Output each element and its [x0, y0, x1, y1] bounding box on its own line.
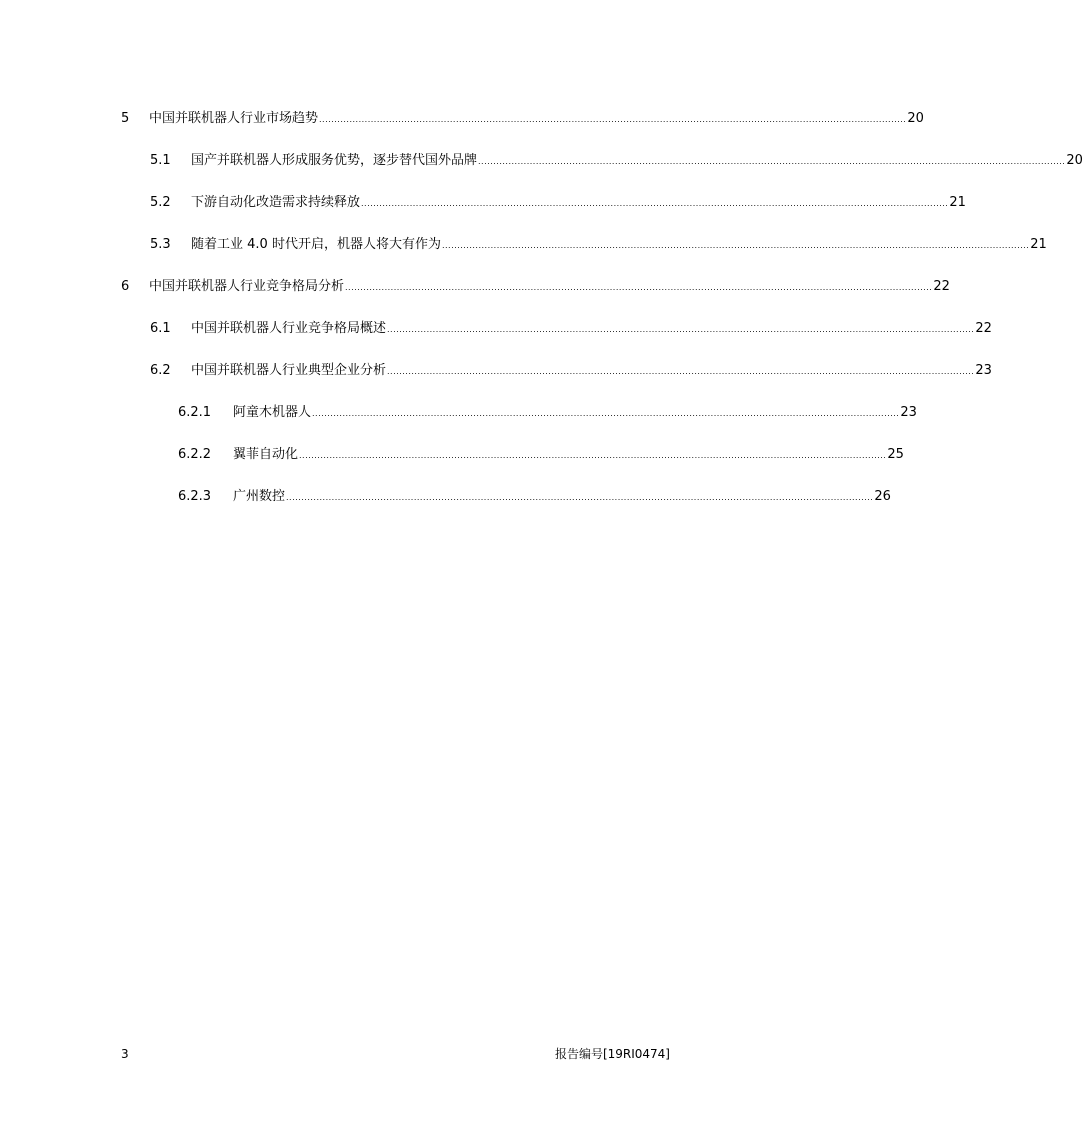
toc-page-number: 23 [975, 363, 992, 378]
toc-title: 中国并联机器人行业竞争格局分析 [149, 279, 345, 294]
toc-title: 中国并联机器人行业市场趋势 [149, 111, 319, 126]
toc-number: 6 [121, 279, 130, 294]
toc-title: 翼菲自动化 [233, 447, 299, 462]
toc-number: 5 [121, 111, 130, 126]
dot-leader: ................................................................................................................................................................................................. [478, 157, 1066, 166]
toc-entry-6[interactable] [121, 278, 950, 297]
toc-number: 5.2 [150, 195, 171, 210]
toc-page-number: 20 [907, 111, 924, 126]
toc-page-number: 20 [1066, 153, 1083, 168]
toc-number: 6.1 [150, 321, 171, 336]
toc-entry-5-1[interactable] [150, 152, 1083, 171]
dot-leader: ................................................................................................................................................................................................. [387, 367, 975, 376]
footer-report-code: 报告编号[19RI0474] [554, 1047, 670, 1061]
footer-page-number: 3 [121, 1047, 129, 1061]
toc-number: 6.2.1 [178, 405, 212, 420]
dot-leader: ................................................................................................................................................................................................. [361, 199, 949, 208]
toc-title: 中国并联机器人行业竞争格局概述 [191, 321, 387, 336]
dot-leader: ................................................................................................................................................................................................. [319, 115, 907, 124]
toc-entry-5[interactable] [121, 110, 924, 129]
toc-number: 6.2 [150, 363, 171, 378]
dot-leader: ................................................................................................................................................................................................. [312, 409, 900, 418]
dot-leader: ................................................................................................................................................................................................. [441, 241, 1030, 250]
toc-entry-6-2[interactable] [150, 362, 992, 381]
toc-title: 中国并联机器人行业典型企业分析 [191, 363, 387, 378]
toc-number: 5.1 [150, 153, 171, 168]
dot-leader: ................................................................................................................................................................................................. [345, 283, 933, 292]
toc-entry-6-2-2[interactable] [178, 446, 904, 465]
toc-title: 随着工业 4.0 时代开启，机器人将大有作为 [191, 237, 441, 252]
toc-number: 5.3 [150, 237, 171, 252]
toc-title: 阿童木机器人 [233, 405, 312, 420]
dot-leader: ................................................................................................................................................................................................. [387, 325, 975, 334]
toc-page-number: 21 [1030, 237, 1047, 252]
toc-page-number: 25 [887, 447, 904, 462]
dot-leader: ................................................................................................................................................................................................. [286, 493, 874, 502]
toc-page-number: 22 [975, 321, 992, 336]
toc-entry-6-2-3[interactable] [178, 488, 891, 507]
toc-entry-6-2-1[interactable] [178, 404, 917, 423]
toc-title: 广州数控 [233, 489, 286, 504]
toc-page-number: 22 [933, 279, 950, 294]
toc-page-number: 26 [874, 489, 891, 504]
toc-page-number: 23 [900, 405, 917, 420]
toc-title: 国产并联机器人形成服务优势，逐步替代国外品牌 [191, 153, 478, 168]
dot-leader: ................................................................................................................................................................................................. [299, 451, 887, 460]
toc-page-number: 21 [949, 195, 966, 210]
toc-entry-5-3[interactable] [150, 236, 1047, 255]
toc-entry-6-1[interactable] [150, 320, 992, 339]
toc-number: 6.2.2 [178, 447, 212, 462]
toc-number: 6.2.3 [178, 489, 212, 504]
toc-title: 下游自动化改造需求持续释放 [191, 195, 361, 210]
toc-entry-5-2[interactable] [150, 194, 966, 213]
